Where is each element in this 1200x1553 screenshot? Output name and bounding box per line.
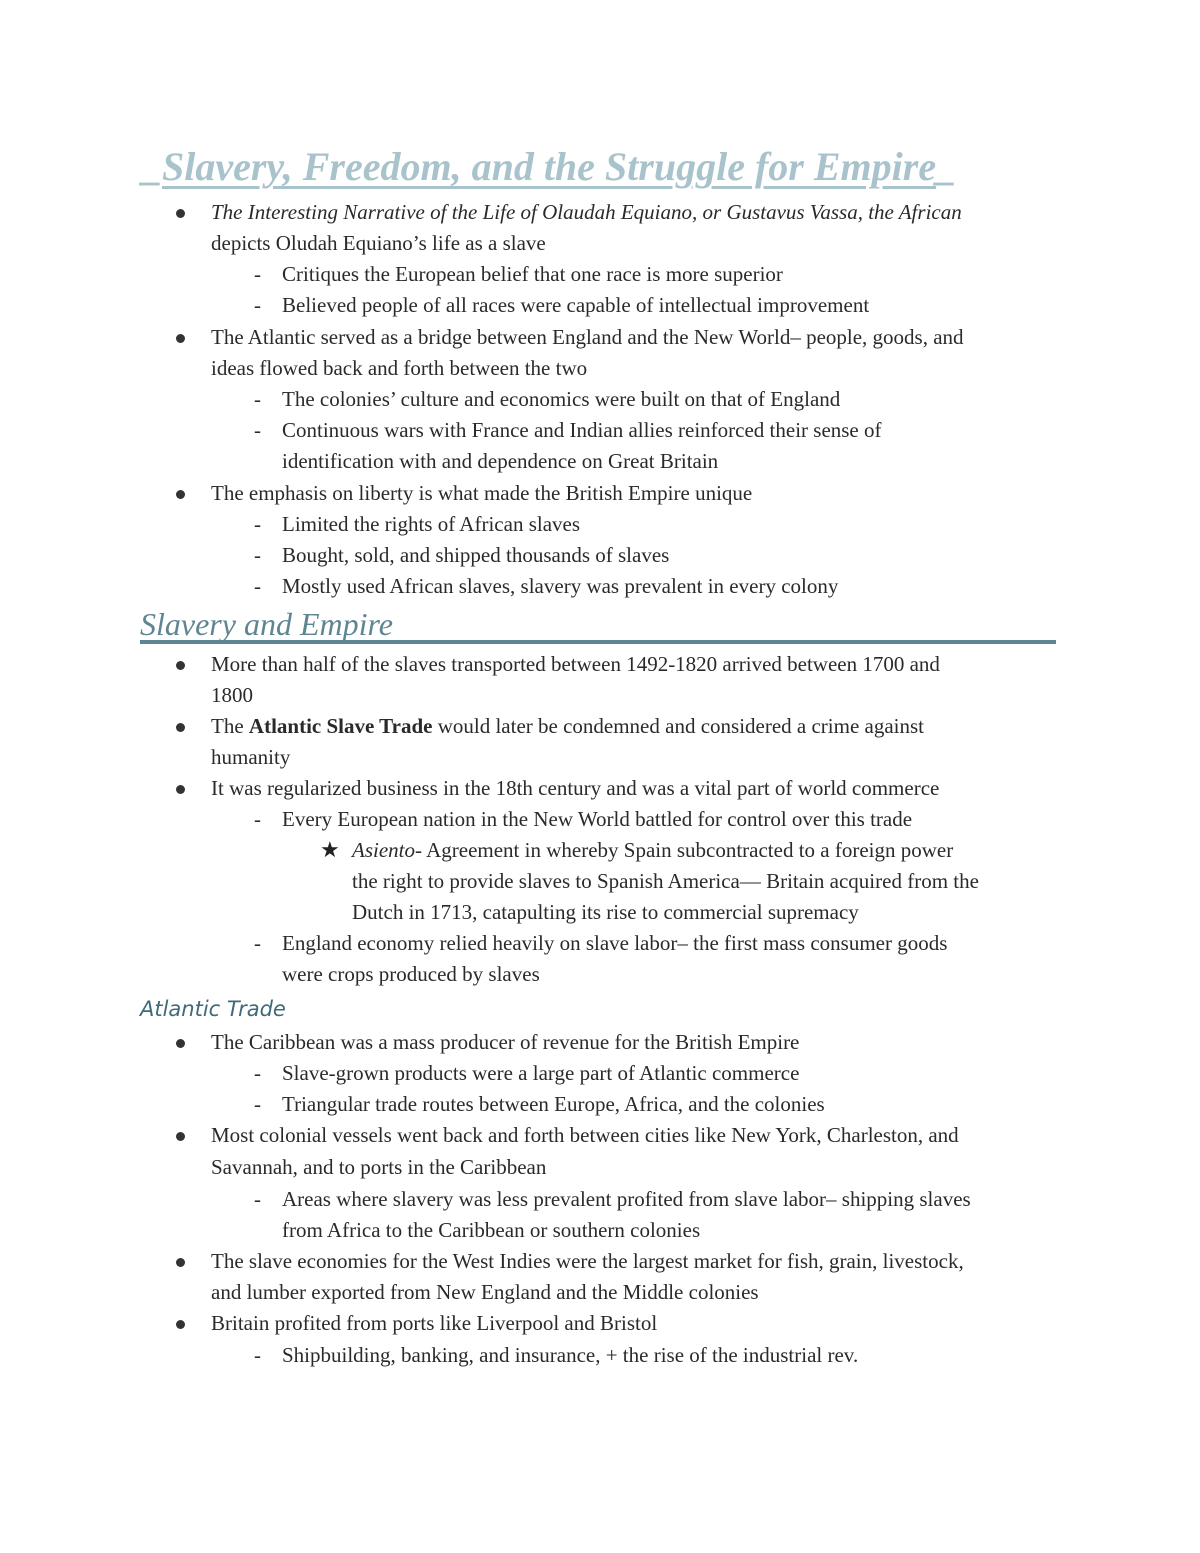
list-item: Most colonial vessels went back and forth between cities like New York, Charleston, and xyxy=(211,1123,959,1147)
dash-marker: - xyxy=(254,543,261,567)
sub-item-cont: identification with and dependence on Great Britain xyxy=(282,449,719,473)
sub-item-cont: from Africa to the Caribbean or southern colonies xyxy=(282,1218,701,1242)
sub-item: The colonies’ culture and economics were built on that of England xyxy=(282,387,841,411)
list-item-cont: ideas flowed back and forth between the two xyxy=(211,356,588,380)
bullet-icon xyxy=(176,661,185,670)
list-item-cont: Savannah, and to ports in the Caribbean xyxy=(211,1155,547,1179)
sub-item: England economy relied heavily on slave labor– the first mass consumer goods xyxy=(282,931,948,955)
dash-marker: - xyxy=(254,1092,261,1116)
list-item: The slave economies for the West Indies were the largest market for fish, grain, livestock, xyxy=(211,1249,964,1273)
sub-item: Every European nation in the New World battled for control over this trade xyxy=(282,807,913,831)
list-item-cont: humanity xyxy=(211,745,291,769)
list-item: The Atlantic served as a bridge between England and the New World– people, goods, and xyxy=(211,325,964,349)
bullet-icon xyxy=(176,1258,185,1267)
bullet-icon xyxy=(176,1039,185,1048)
sub-item: Triangular trade routes between Europe, Africa, and the colonies xyxy=(282,1092,825,1116)
sub-sub-item: Asiento- Agreement in whereby Spain subcontracted to a foreign power xyxy=(352,838,954,862)
page-title: _Slavery, Freedom, and the Struggle for Empire_ xyxy=(142,144,957,189)
star-icon: ★ xyxy=(320,838,340,863)
bullet-icon xyxy=(176,490,185,499)
dash-marker: - xyxy=(254,1187,261,1211)
bullet-icon xyxy=(176,723,185,732)
section-heading: Slavery and Empire xyxy=(140,604,1056,644)
dash-marker: - xyxy=(254,807,261,831)
bullet-icon xyxy=(176,1320,185,1329)
list-item: It was regularized business in the 18th century and was a vital part of world commerce xyxy=(211,776,940,800)
list-item-cont: depicts Oludah Equiano’s life as a slave xyxy=(211,231,546,255)
sub-sub-item-cont: the right to provide slaves to Spanish America— Britain acquired from the xyxy=(352,869,979,893)
sub-item: Believed people of all races were capable of intellectual improvement xyxy=(282,293,870,317)
dash-marker: - xyxy=(254,262,261,286)
sub-item-cont: were crops produced by slaves xyxy=(282,962,540,986)
dash-marker: - xyxy=(254,387,261,411)
list-item-cont: 1800 xyxy=(211,683,253,707)
bullet-icon xyxy=(176,1132,185,1141)
dash-marker: - xyxy=(254,1061,261,1085)
subsection-heading: Atlantic Trade xyxy=(140,997,286,1021)
list-item-cont: and lumber exported from New England and the Middle colonies xyxy=(211,1280,759,1304)
dash-marker: - xyxy=(254,574,261,598)
list-item: The emphasis on liberty is what made the British Empire unique xyxy=(211,481,753,505)
sub-item: Continuous wars with France and Indian allies reinforced their sense of xyxy=(282,418,882,442)
italic-term: Asiento xyxy=(352,838,415,862)
sub-item: Shipbuilding, banking, and insurance, + the rise of the industrial rev. xyxy=(282,1343,859,1367)
sub-item: Mostly used African slaves, slavery was prevalent in every colony xyxy=(282,574,839,598)
sub-item: Areas where slavery was less prevalent profited from slave labor– shipping slaves xyxy=(282,1187,971,1211)
list-item: Britain profited from ports like Liverpool and Bristol xyxy=(211,1311,658,1335)
list-item: The Atlantic Slave Trade would later be condemned and considered a crime against xyxy=(211,714,925,738)
sub-item: Critiques the European belief that one race is more superior xyxy=(282,262,783,286)
dash-marker: - xyxy=(254,931,261,955)
dash-marker: - xyxy=(254,418,261,442)
list-item: The Interesting Narrative of the Life of Olaudah Equiano, or Gustavus Vassa, the African xyxy=(211,200,962,224)
bullet-icon xyxy=(176,334,185,343)
dash-marker: - xyxy=(254,293,261,317)
sub-item: Slave-grown products were a large part of Atlantic commerce xyxy=(282,1061,800,1085)
sub-item: Limited the rights of African slaves xyxy=(282,512,581,536)
bullet-icon xyxy=(176,785,185,794)
list-item: The Caribbean was a mass producer of revenue for the British Empire xyxy=(211,1030,800,1054)
list-item: More than half of the slaves transported between 1492-1820 arrived between 1700 and xyxy=(211,652,940,676)
bold-term: Atlantic Slave Trade xyxy=(248,714,433,738)
dash-marker: - xyxy=(254,1343,261,1367)
sub-item: Bought, sold, and shipped thousands of slaves xyxy=(282,543,670,567)
dash-marker: - xyxy=(254,512,261,536)
sub-sub-item-cont: Dutch in 1713, catapulting its rise to commercial supremacy xyxy=(352,900,859,924)
bullet-icon xyxy=(176,209,185,218)
